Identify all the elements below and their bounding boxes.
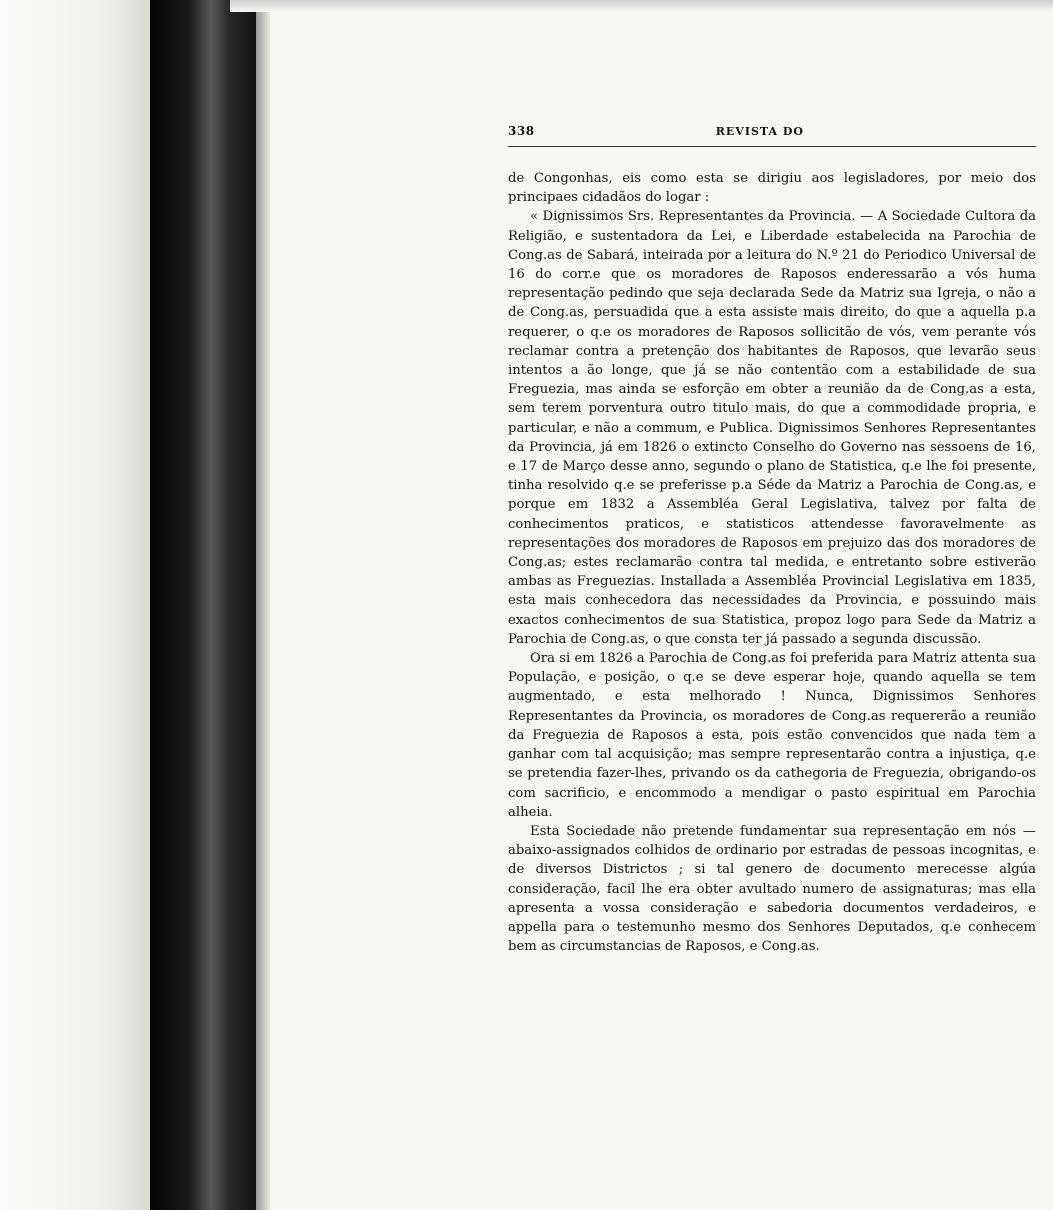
page-number: 338 <box>508 124 535 138</box>
page-gutter <box>256 0 270 1210</box>
paragraph: de Congonhas, eis como esta se dirigiu aos legisladores, por meio dos principaes cidadãos do logar : <box>508 171 1036 206</box>
paragraph: Esta Sociedade não pretende fundamentar sua representação em nós — abaixo-assignados colhidos de ordinario por estradas de pessoas incognitas, e de diversos Districtos ; si tal genero de documento merecesse algúa consideração, facil lhe era obter avultado numero de assignaturas; mas ella apresenta a vossa consideração e sabedoria documentos verdadeiros, e appella para o testemunho mesmo dos Senhores Deputados, q.e conhecem bem as circumstancias de Raposos, e Cong.as. <box>508 823 1036 955</box>
facing-page-margin <box>0 0 150 1210</box>
paragraph: « Dignissimos Srs. Representantes da Provincia. — A Sociedade Cultora da Religião, e sustentadora da Lei, e Liberdade estabelecida na Parochia de Cong.as de Sabará, inteirada por a leitura do N.º 21 do Periodico Universal de 16 do corr.e que os moradores de Raposos enderessarão a vós huma representação pedindo que seja declarada Sede da Matriz sua Igreja, o não a de Cong.as, persuadida que a esta assiste mais direito, do que a aquella p.a requerer, o q.e os moradores de Raposos sollicitão de vós, vem perante vós reclamar contra a pretenção dos habitantes de Raposos, que levarão seus intentos a ão longe, que já se não contentão com a estabilidade de sua Freguezia, mas ainda se esforção em obter a reunião da de Cong.as a esta, sem terem porventura outro titulo mais, do que a commodidade propria, e particular, e não a commum, e Publica. Dignissimos Senhores Representantes da Provincia, já em 1826 o extincto Conselho do Governo nas sessoens de 16, e 17 de Março desse anno, segundo o plano de Statistica, q.e lhe foi presente, tinha resolvido q.e se preferisse p.a Séde da Matriz a Parochia de Cong.as, e porque em 1832 a Assembléa Geral Legislativa, talvez por falta de conhecimentos praticos, e statisticos attendesse favoravelmente as representações dos moradores de Raposos em prejuizo das dos moradores de Cong.as; estes reclamarão contra tal medida, e entretanto sobre estiverão ambas as Freguezias. Installada a Assembléa Provincial Legislativa em 1835, esta mais conhecedora das necessidades da Provincia, e possuindo mais exactos conhecimentos de sua Statistica, propoz logo para Sede da Matriz a Parochia de Cong.as, o que consta ter já passado a segunda discussão. <box>508 209 1036 647</box>
book-spine <box>150 0 262 1210</box>
page-body <box>508 169 1036 956</box>
page-header <box>508 124 1036 147</box>
paragraph: Ora si em 1826 a Parochia de Cong.as foi preferida para Matriz attenta sua População, e posição, o q.e se deve esperar hoje, quando aquella se tem augmentado, e esta melhorado ! Nunca, Dignissimos Senhores Representantes da Provincia, os moradores de Cong.as requererão a reunião da Freguezia de Raposos a esta, pois estão convencidos que nada tem a ganhar com tal acquisição; mas sempre representarão contra a injustiça, q.e se pretendia fazer-lhes, privando os da cathegoria de Freguezia, obrigando-os com sacrificio, e encommodo a mendigar o pasto espiritual em Parochia alheia. <box>508 651 1036 820</box>
top-page-edge <box>230 0 1053 12</box>
book-page <box>508 124 1036 956</box>
running-head: REVISTA DO <box>715 125 804 138</box>
